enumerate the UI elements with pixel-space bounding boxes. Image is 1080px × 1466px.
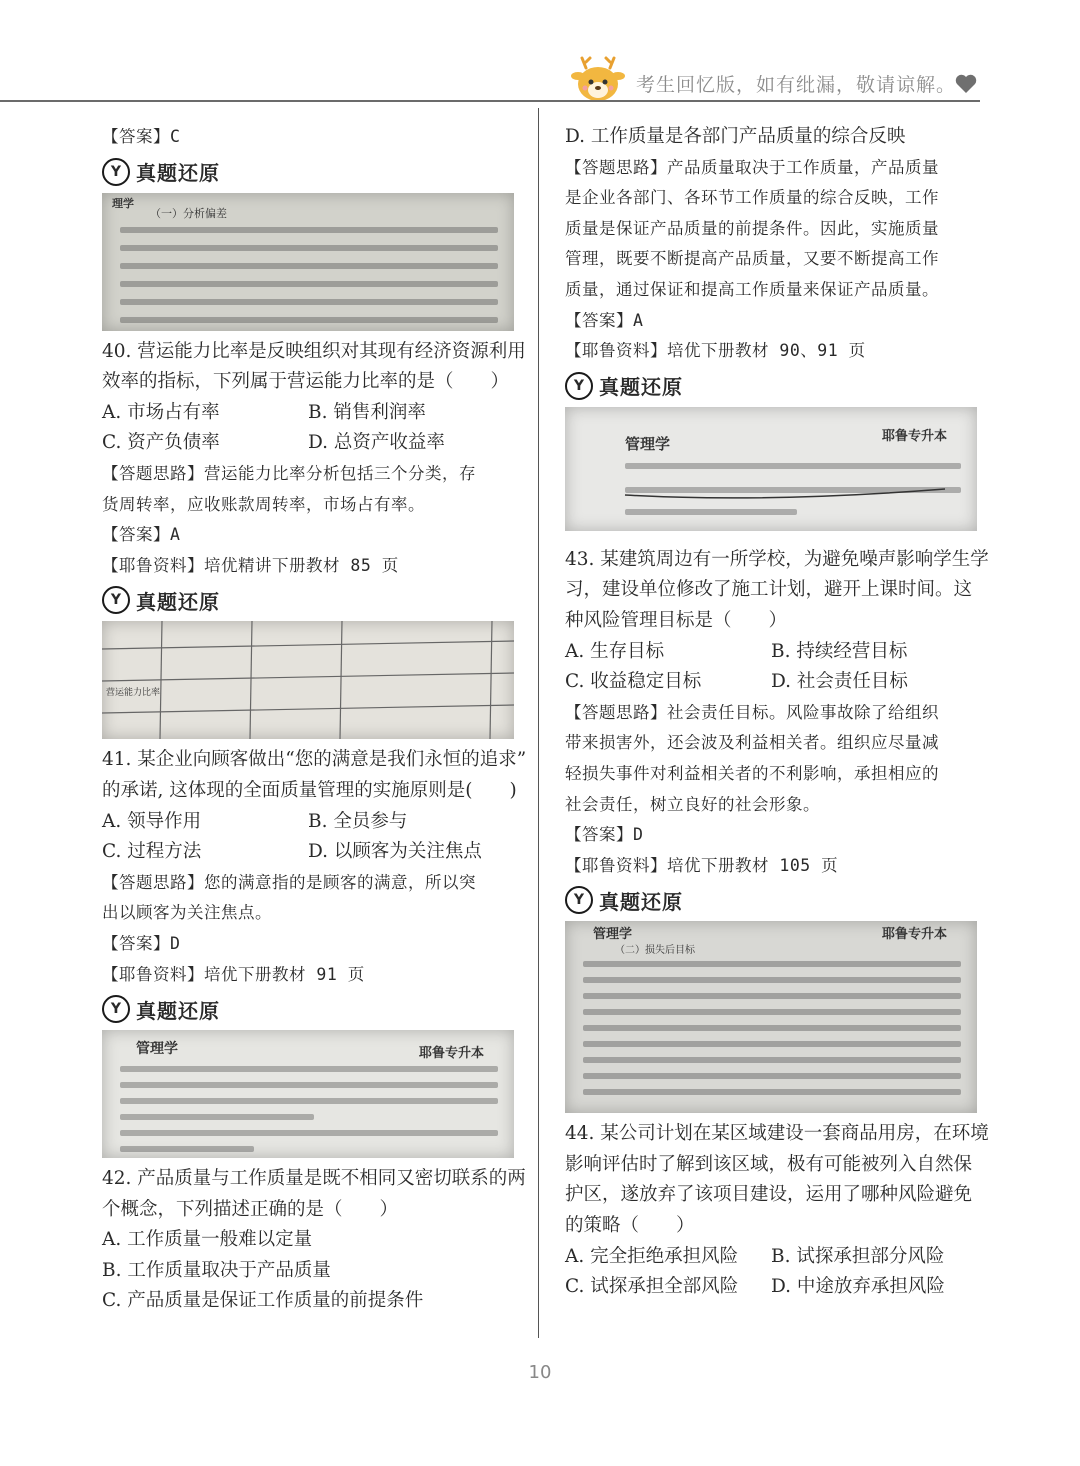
q41-reference: 【耶鲁资料】培优下册教材 91 页: [102, 964, 365, 984]
q41-stem: 41. 某企业向顾客做出“您的满意是我们永恒的追求”: [102, 749, 527, 771]
page-header: [0, 0, 1080, 104]
q40-idea: 【答题思路】营运能力比率分析包括三个分类，存: [102, 463, 476, 483]
left-column: [102, 122, 527, 1317]
yale-logo-icon: Y: [102, 995, 130, 1023]
option-b: B. 持续经营目标: [771, 640, 908, 662]
q43-idea: 社会责任，树立良好的社会形象。: [565, 794, 820, 814]
header-rule: [0, 100, 980, 102]
table-photo-lines: [102, 621, 514, 739]
option-a: A. 完全拒绝承担风险: [565, 1245, 739, 1267]
section-header: [102, 992, 514, 1026]
q43-stem: 习，建设单位修改了施工计划，避开上课时间。这: [565, 579, 973, 601]
yale-logo-icon: Y: [565, 886, 593, 914]
q44-options: [565, 1242, 977, 1273]
q39-answer: 【答案】C: [102, 127, 181, 146]
q41-answer: 【答案】D: [102, 933, 181, 953]
q43-idea: 【答题思路】社会责任目标。风险事故除了给组织: [565, 702, 939, 722]
option-a: A. 工作质量一般难以定量: [102, 1229, 313, 1251]
q42-idea: 是企业各部门、各环节工作质量的综合反映，工作: [565, 188, 939, 208]
q44-stem: 影响评估时了解到该区域，极有可能被列入自然保: [565, 1153, 973, 1175]
q43-idea: 带来损害外，还会波及利益相关者。组织应尽量减: [565, 733, 939, 753]
section-title: 真题还原: [599, 375, 683, 400]
q40-stem: 效率的指标，下列属于营运能力比率的是（ ）: [102, 371, 510, 393]
deer-mascot-icon: [568, 54, 628, 104]
option-b: B. 工作质量取决于产品质量: [102, 1259, 331, 1281]
q41-stem: 的承诺, 这体现的全面质量管理的实施原则是( ): [102, 779, 517, 801]
option-d: D. 社会责任目标: [771, 671, 908, 693]
yale-logo-icon: Y: [565, 372, 593, 400]
option-b: B. 试探承担部分风险: [771, 1245, 945, 1267]
textbook-photo-4: 管理学 耶鲁专升本: [565, 407, 977, 531]
section-header: [565, 369, 977, 403]
q41-options: [102, 807, 514, 838]
option-d: D. 总资产收益率: [308, 432, 445, 454]
section-header: [102, 583, 514, 617]
q40-stem: 40. 营运能力比率是反映组织对其现有经济资源利用: [102, 340, 526, 362]
section-title: 真题还原: [599, 889, 683, 914]
section-title: 真题还原: [136, 998, 220, 1023]
right-column: [565, 122, 989, 1303]
section-header: [102, 155, 514, 189]
section-header: [565, 883, 977, 917]
q42-idea: 质量，通过保证和提高工作质量来保证产品质量。: [565, 279, 939, 299]
q42-idea: 管理，既要不断提高产品质量，又要不断提高工作: [565, 249, 939, 269]
q43-stem: 43. 某建筑周边有一所学校，为避免噪声影响学生学: [565, 548, 989, 570]
option-c: C. 收益稳定目标: [565, 671, 702, 693]
q42-stem: 42. 产品质量与工作质量是既不相同又密切联系的两: [102, 1168, 526, 1190]
q42-idea: 【答题思路】产品质量取决于工作质量，产品质量: [565, 157, 939, 177]
q44-stem: 的策略（ ）: [565, 1215, 695, 1237]
page-number: 10: [528, 1362, 552, 1383]
q44-stem: 护区，遂放弃了该项目建设，运用了哪种风险避免: [565, 1184, 973, 1206]
option-d: D. 中途放弃承担风险: [771, 1276, 945, 1298]
q41-options: [102, 837, 514, 868]
q41-idea: 【答题思路】您的满意指的是顾客的满意，所以突: [102, 872, 476, 892]
q43-reference: 【耶鲁资料】培优下册教材 105 页: [565, 855, 839, 875]
option-a: A. 市场占有率: [102, 401, 220, 423]
q43-options: [565, 637, 977, 668]
q44-options: [565, 1272, 977, 1303]
q43-answer: 【答案】D: [565, 825, 644, 845]
section-title: 真题还原: [136, 161, 220, 186]
textbook-photo-1: 理学 （一）分析偏差: [102, 193, 514, 331]
option-c: C. 产品质量是保证工作质量的前提条件: [102, 1290, 424, 1312]
q43-stem: 种风险管理目标是（ ）: [565, 609, 788, 631]
q40-answer: 【答案】A: [102, 525, 181, 545]
textbook-photo-2: 营运能力比率: [102, 621, 514, 739]
q43-idea: 轻损失事件对利益相关者的不利影响，承担相应的: [565, 763, 939, 783]
q42-reference: 【耶鲁资料】培优下册教材 90、91 页: [565, 341, 866, 361]
q42-idea: 质量是保证产品质量的前提条件。因此，实施质量: [565, 218, 939, 238]
option-a: A. 领导作用: [102, 810, 202, 832]
section-title: 真题还原: [136, 589, 220, 614]
heart-icon: [955, 74, 977, 94]
yale-logo-icon: Y: [102, 158, 130, 186]
textbook-photo-3: 管理学 耶鲁专升本: [102, 1030, 514, 1158]
q42-answer: 【答案】A: [565, 310, 644, 330]
q43-options: [565, 667, 977, 698]
header-note: 考生回忆版，如有纰漏，敬请谅解。: [636, 74, 957, 96]
q40-options: [102, 428, 514, 459]
option-d: D. 以顾客为关注焦点: [308, 841, 482, 863]
q44-stem: 44. 某公司计划在某区域建设一套商品用房，在环境: [565, 1123, 989, 1145]
q42-stem: 个概念，下列描述正确的是（ ）: [102, 1198, 399, 1220]
q40-options: [102, 398, 514, 429]
option-a: A. 生存目标: [565, 640, 665, 662]
column-divider: [538, 108, 539, 1338]
option-b: B. 全员参与: [308, 810, 408, 832]
q40-idea: 货周转率，应收账款周转率，市场占有率。: [102, 494, 425, 514]
option-c: C. 过程方法: [102, 841, 202, 863]
option-c: C. 试探承担全部风险: [565, 1276, 739, 1298]
option-c: C. 资产负债率: [102, 432, 220, 454]
option-d: D. 工作质量是各部门产品质量的综合反映: [565, 126, 906, 147]
yale-logo-icon: Y: [102, 586, 130, 614]
textbook-photo-5: 管理学 耶鲁专升本 （二）损失后目标: [565, 921, 977, 1113]
q41-idea: 出以顾客为关注焦点。: [102, 903, 272, 923]
option-b: B. 销售利润率: [308, 401, 426, 423]
q40-reference: 【耶鲁资料】培优精讲下册教材 85 页: [102, 555, 399, 575]
